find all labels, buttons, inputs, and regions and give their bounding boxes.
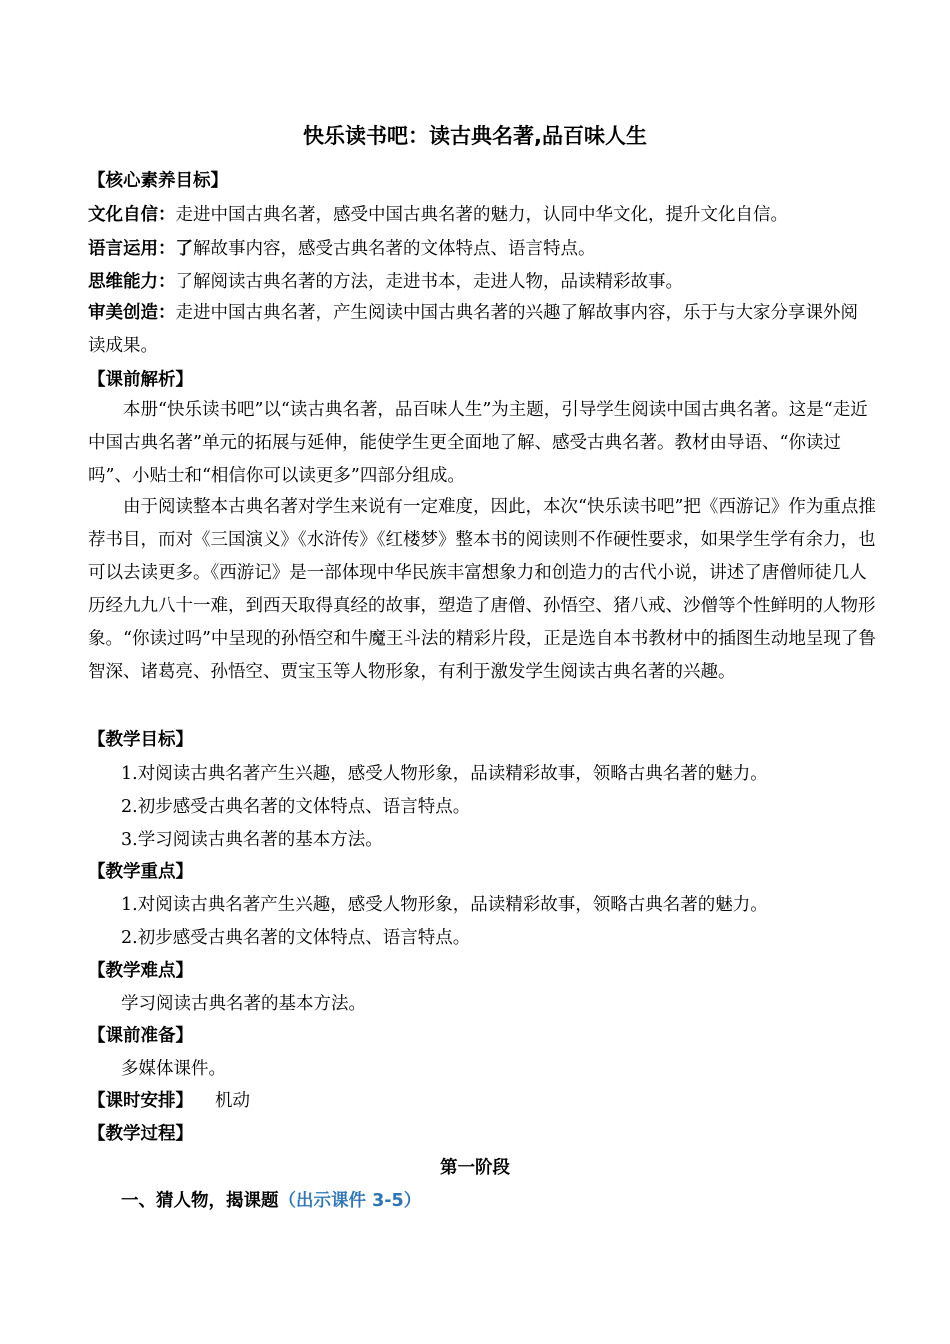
courseware-note: （出示课件 3-5）	[278, 1191, 422, 1211]
process-heading: 【教学过程】	[88, 1124, 193, 1144]
key-point-1: 1.对阅读古典名著产生兴趣，感受人物形象，品读精彩故事，领略古典名著的魅力。	[121, 895, 768, 915]
schedule-line: 【课时安排】 机动	[88, 1091, 250, 1111]
core-goal-language: 语言运用：了解故事内容，感受古典名著的文体特点、语言特点。	[88, 239, 596, 259]
teaching-goal-1: 1.对阅读古典名著产生兴趣，感受人物形象，品读精彩故事，领略古典名著的魅力。	[121, 764, 768, 784]
key-points-heading: 【教学重点】	[88, 862, 193, 882]
analysis-paragraph-2: 由于阅读整本古典名著对学生来说有一定难度，因此，本次“快乐读书吧”把《西游记》作为重点推荐书目，而对《三国演义》《水浒传》《红楼梦》整本书的阅读则不作硬性要求，如果学生学有余力，也可以去读更多。《西游记》是一部体现中华民族丰富想象力和创造力的古代小说，讲述了唐僧师徒几人历经九九八十一难，到西天取得真经的故事，塑造了唐僧、孙悟空、猪八戒、沙僧等个性鲜明的人物形象。“你读过吗”中呈现的孙悟空和牛魔王斗法的精彩片段，正是选自本书教材中的插图生动地呈现了鲁智深、诸葛亮、孙悟空、贾宝玉等人物形象，有利于激发学生阅读古典名著的兴趣。	[88, 497, 876, 682]
key-point-2: 2.初步感受古典名著的文体特点、语言特点。	[121, 928, 471, 948]
teaching-goals-heading: 【教学目标】	[88, 730, 193, 750]
core-goal-thinking: 思维能力：了解阅读古典名著的方法，走进书本，走进人物，品读精彩故事。	[88, 272, 683, 292]
difficulty-heading: 【教学难点】	[88, 961, 193, 981]
core-goal-culture: 文化自信：走进中国古典名著，感受中国古典名著的魅力，认同中华文化，提升文化自信。	[88, 205, 788, 225]
prep-text: 多媒体课件。	[121, 1059, 226, 1079]
teaching-goal-3: 3.学习阅读古典名著的基本方法。	[121, 830, 383, 850]
step-1: 一、猜人物，揭课题（出示课件 3-5）	[121, 1191, 422, 1211]
analysis-paragraph-1: 本册“快乐读书吧”以“读古典名著，品百味人生”为主题，引导学生阅读中国古典名著。这是“走近中国古典名著”单元的拓展与延伸，能使学生更全面地了解、感受古典名著。教材由导语、“你读过吗”、小贴士和“相信你可以读更多”四部分组成。	[88, 400, 868, 486]
core-goals-heading: 【核心素养目标】	[88, 171, 228, 191]
core-goal-aesthetic: 审美创造：走进中国古典名著，产生阅读中国古典名著的兴趣了解故事内容，乐于与大家分享课外阅读成果。	[88, 303, 858, 356]
document-title: 快乐读书吧：读古典名著,品百味人生	[303, 124, 647, 148]
difficulty-text: 学习阅读古典名著的基本方法。	[121, 994, 366, 1014]
stage-heading: 第一阶段	[440, 1158, 510, 1178]
analysis-heading: 【课前解析】	[88, 370, 193, 390]
teaching-goal-2: 2.初步感受古典名著的文体特点、语言特点。	[121, 797, 471, 817]
prep-heading: 【课前准备】	[88, 1026, 193, 1046]
